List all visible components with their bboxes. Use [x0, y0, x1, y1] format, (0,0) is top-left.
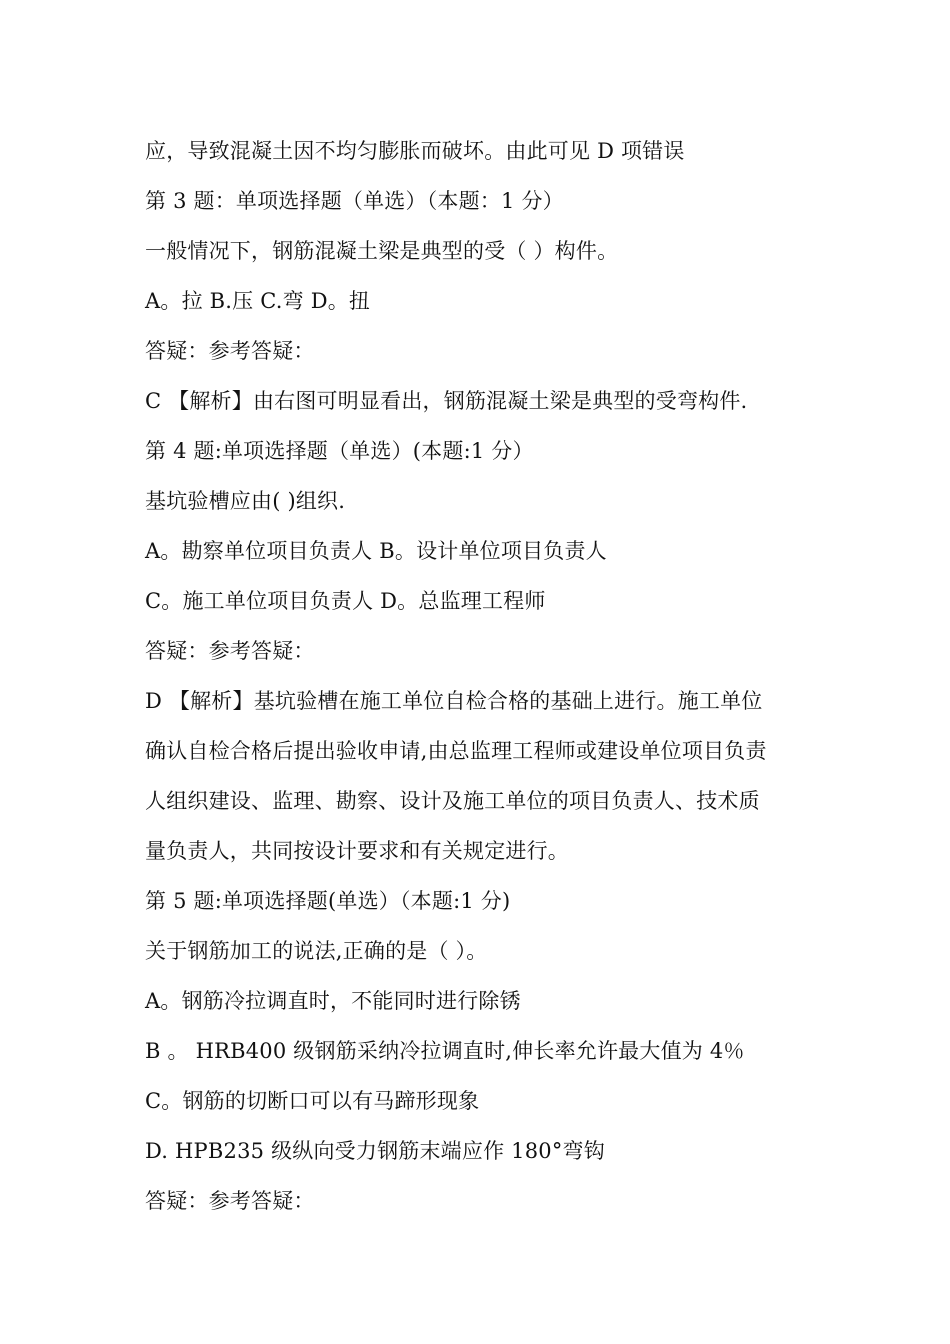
question-4-stem: 基坑验槽应由( )组织. [145, 489, 346, 513]
question-4-explanation-line-2: 确认自检合格后提出验收申请,由总监理工程师或建设单位项目负责 [145, 739, 767, 763]
question-4-answer-label: 答疑：参考答疑： [145, 639, 315, 663]
question-5-heading: 第 5 题:单项选择题(单选）（本题:1 分) [145, 889, 511, 913]
question-3-options: A。拉 B.压 C.弯 D。扭 [145, 289, 371, 313]
question-3-stem: 一般情况下，钢筋混凝土梁是典型的受（ ）构件。 [145, 239, 619, 263]
question-3-answer-label: 答疑：参考答疑： [145, 339, 315, 363]
text-line-continuation: 应，导致混凝土因不均匀膨胀而破坏。由此可见 D 项错误 [145, 139, 685, 163]
question-5-option-d: D. HPB235 级纵向受力钢筋末端应作 180°弯钩 [145, 1139, 605, 1163]
question-5-option-c: C。钢筋的切断口可以有马蹄形现象 [145, 1089, 480, 1113]
question-5-option-a: A。钢筋冷拉调直时，不能同时进行除锈 [145, 989, 521, 1013]
question-4-heading: 第 4 题:单项选择题（单选）(本题:1 分） [145, 439, 534, 463]
question-3-explanation: C 【解析】由右图可明显看出，钢筋混凝土梁是典型的受弯构件. [145, 389, 748, 413]
question-5-answer-label: 答疑：参考答疑： [145, 1189, 315, 1213]
question-4-options-cd: C。施工单位项目负责人 D。总监理工程师 [145, 589, 546, 613]
document-page [145, 126, 825, 1226]
question-4-explanation-line-3: 人组织建设、监理、勘察、设计及施工单位的项目负责人、技术质 [145, 789, 760, 813]
question-3-heading: 第 3 题：单项选择题（单选）（本题：1 分） [145, 189, 564, 213]
question-4-explanation-line-1: D 【解析】基坑验槽在施工单位自检合格的基础上进行。施工单位 [145, 689, 763, 713]
question-5-stem: 关于钢筋加工的说法,正确的是（ ）。 [145, 939, 488, 963]
question-4-options-ab: A。勘察单位项目负责人 B。设计单位项目负责人 [145, 539, 607, 563]
question-5-option-b: B 。 HRB400 级钢筋采纳冷拉调直时,伸长率允许最大值为 4％ [145, 1039, 745, 1063]
question-4-explanation-line-4: 量负责人，共同按设计要求和有关规定进行。 [145, 839, 569, 863]
